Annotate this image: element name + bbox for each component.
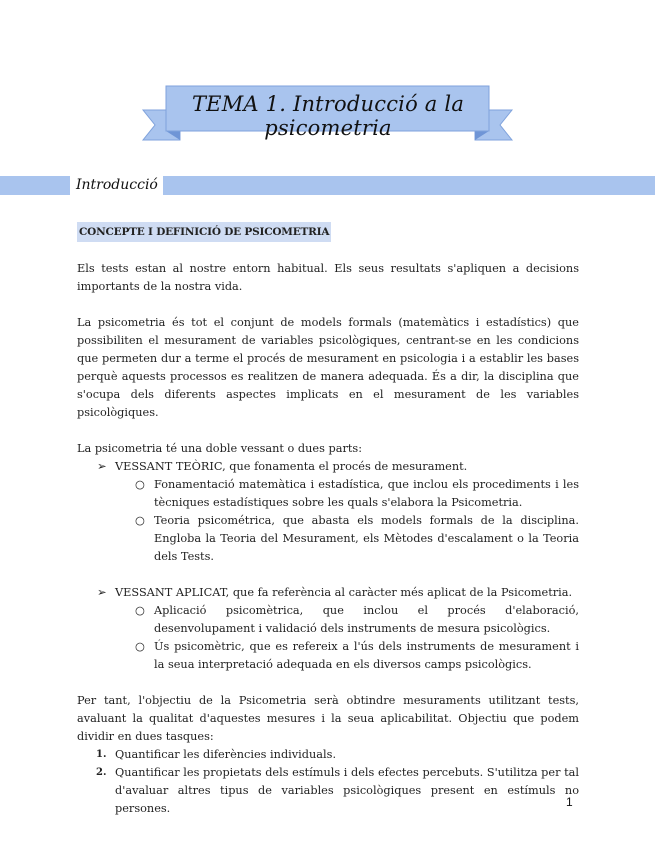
vessant-label: VESSANT TEÒRIC, que fonamenta el procés de mesurament.: [115, 460, 468, 473]
arrow-bullet-icon: ➢: [97, 460, 107, 473]
list-item-text: Aplicació psicomètrica, que inclou el procés d'elaboració, desenvolupament i validació dels instruments de mesura psicològics.: [154, 604, 579, 635]
document-body: [77, 222, 579, 818]
arrow-bullet-icon: ➢: [97, 586, 107, 599]
list-item-text: Ús psicomètric, que es refereix a l'ús dels instruments de mesurament i la seua interpretació adequada en els diversos camps psicològics.: [154, 640, 579, 671]
list-item: [115, 638, 579, 674]
list-item: [115, 512, 579, 566]
list-item: [77, 746, 579, 764]
document-title: TEMA 1. Introducció a la psicometria: [191, 92, 465, 140]
list-item: [77, 584, 579, 674]
title-banner: [0, 0, 655, 150]
circle-bullet-icon: ○: [135, 604, 145, 617]
sub-list: [115, 602, 579, 674]
paragraph: La psicometria té una doble vessant o dues parts:: [77, 442, 363, 455]
sub-list: [115, 476, 579, 566]
list-item: [115, 602, 579, 638]
paragraph: La psicometria és tot el conjunt de models formals (matemàtics i estadístics) que possibiliten el mesurament de variables psicològiques, centrant-se en les condicions que permeten dur a terme el procés de mesurament en psicologia i a establir les bases perquè aquests processos es realitzen de manera adequada. És a dir, la disciplina que s'ocupa dels diferents aspectes implicats en el mesurament de les variables psicològiques.: [77, 316, 579, 419]
circle-bullet-icon: ○: [135, 640, 145, 653]
vessant-label: VESSANT APLICAT, que fa referència al caràcter més aplicat de la Psicometria.: [115, 586, 573, 599]
section-bar-right: [163, 176, 655, 195]
circle-bullet-icon: ○: [135, 514, 145, 527]
list-number: 1.: [96, 749, 107, 760]
list-item: [115, 476, 579, 512]
list-number: 2.: [96, 767, 107, 778]
circle-bullet-icon: ○: [135, 478, 145, 491]
list-item: [77, 764, 579, 818]
vessant-list: [77, 458, 579, 674]
section-title: Introducció: [76, 177, 158, 193]
page-number: 1: [566, 795, 573, 809]
list-item-text: Fonamentació matemàtica i estadística, que inclou els procediments i les tècniques estadístiques sobre les quals s'elabora la Psicometria.: [154, 478, 579, 509]
list-item: [77, 458, 579, 566]
section-bar-left: [0, 176, 70, 195]
list-item-text: Quantificar les propietats dels estímuls i dels efectes percebuts. S'utilitza per tal d'avaluar altres tipus de variables psicològiques present en estímuls no persones.: [115, 766, 579, 815]
task-list: [77, 746, 579, 818]
paragraph: Els tests estan al nostre entorn habitual. Els seus resultats s'apliquen a decisions importants de la nostra vida.: [77, 262, 579, 293]
list-item-text: Quantificar les diferències individuals.: [115, 748, 337, 761]
subsection-heading: CONCEPTE I DEFINICIÓ DE PSICOMETRIA: [77, 222, 331, 242]
paragraph: Per tant, l'objectiu de la Psicometria serà obtindre mesuraments utilitzant tests, avaluant la qualitat d'aquestes mesures i la seua aplicabilitat. Objectiu que podem dividir en dues tasques:: [77, 694, 579, 743]
section-header: [0, 176, 655, 195]
list-item-text: Teoria psicométrica, que abasta els models formals de la disciplina. Engloba la Teoria del Mesurament, els Mètodes d'escalament o la Teoria dels Tests.: [154, 514, 579, 563]
